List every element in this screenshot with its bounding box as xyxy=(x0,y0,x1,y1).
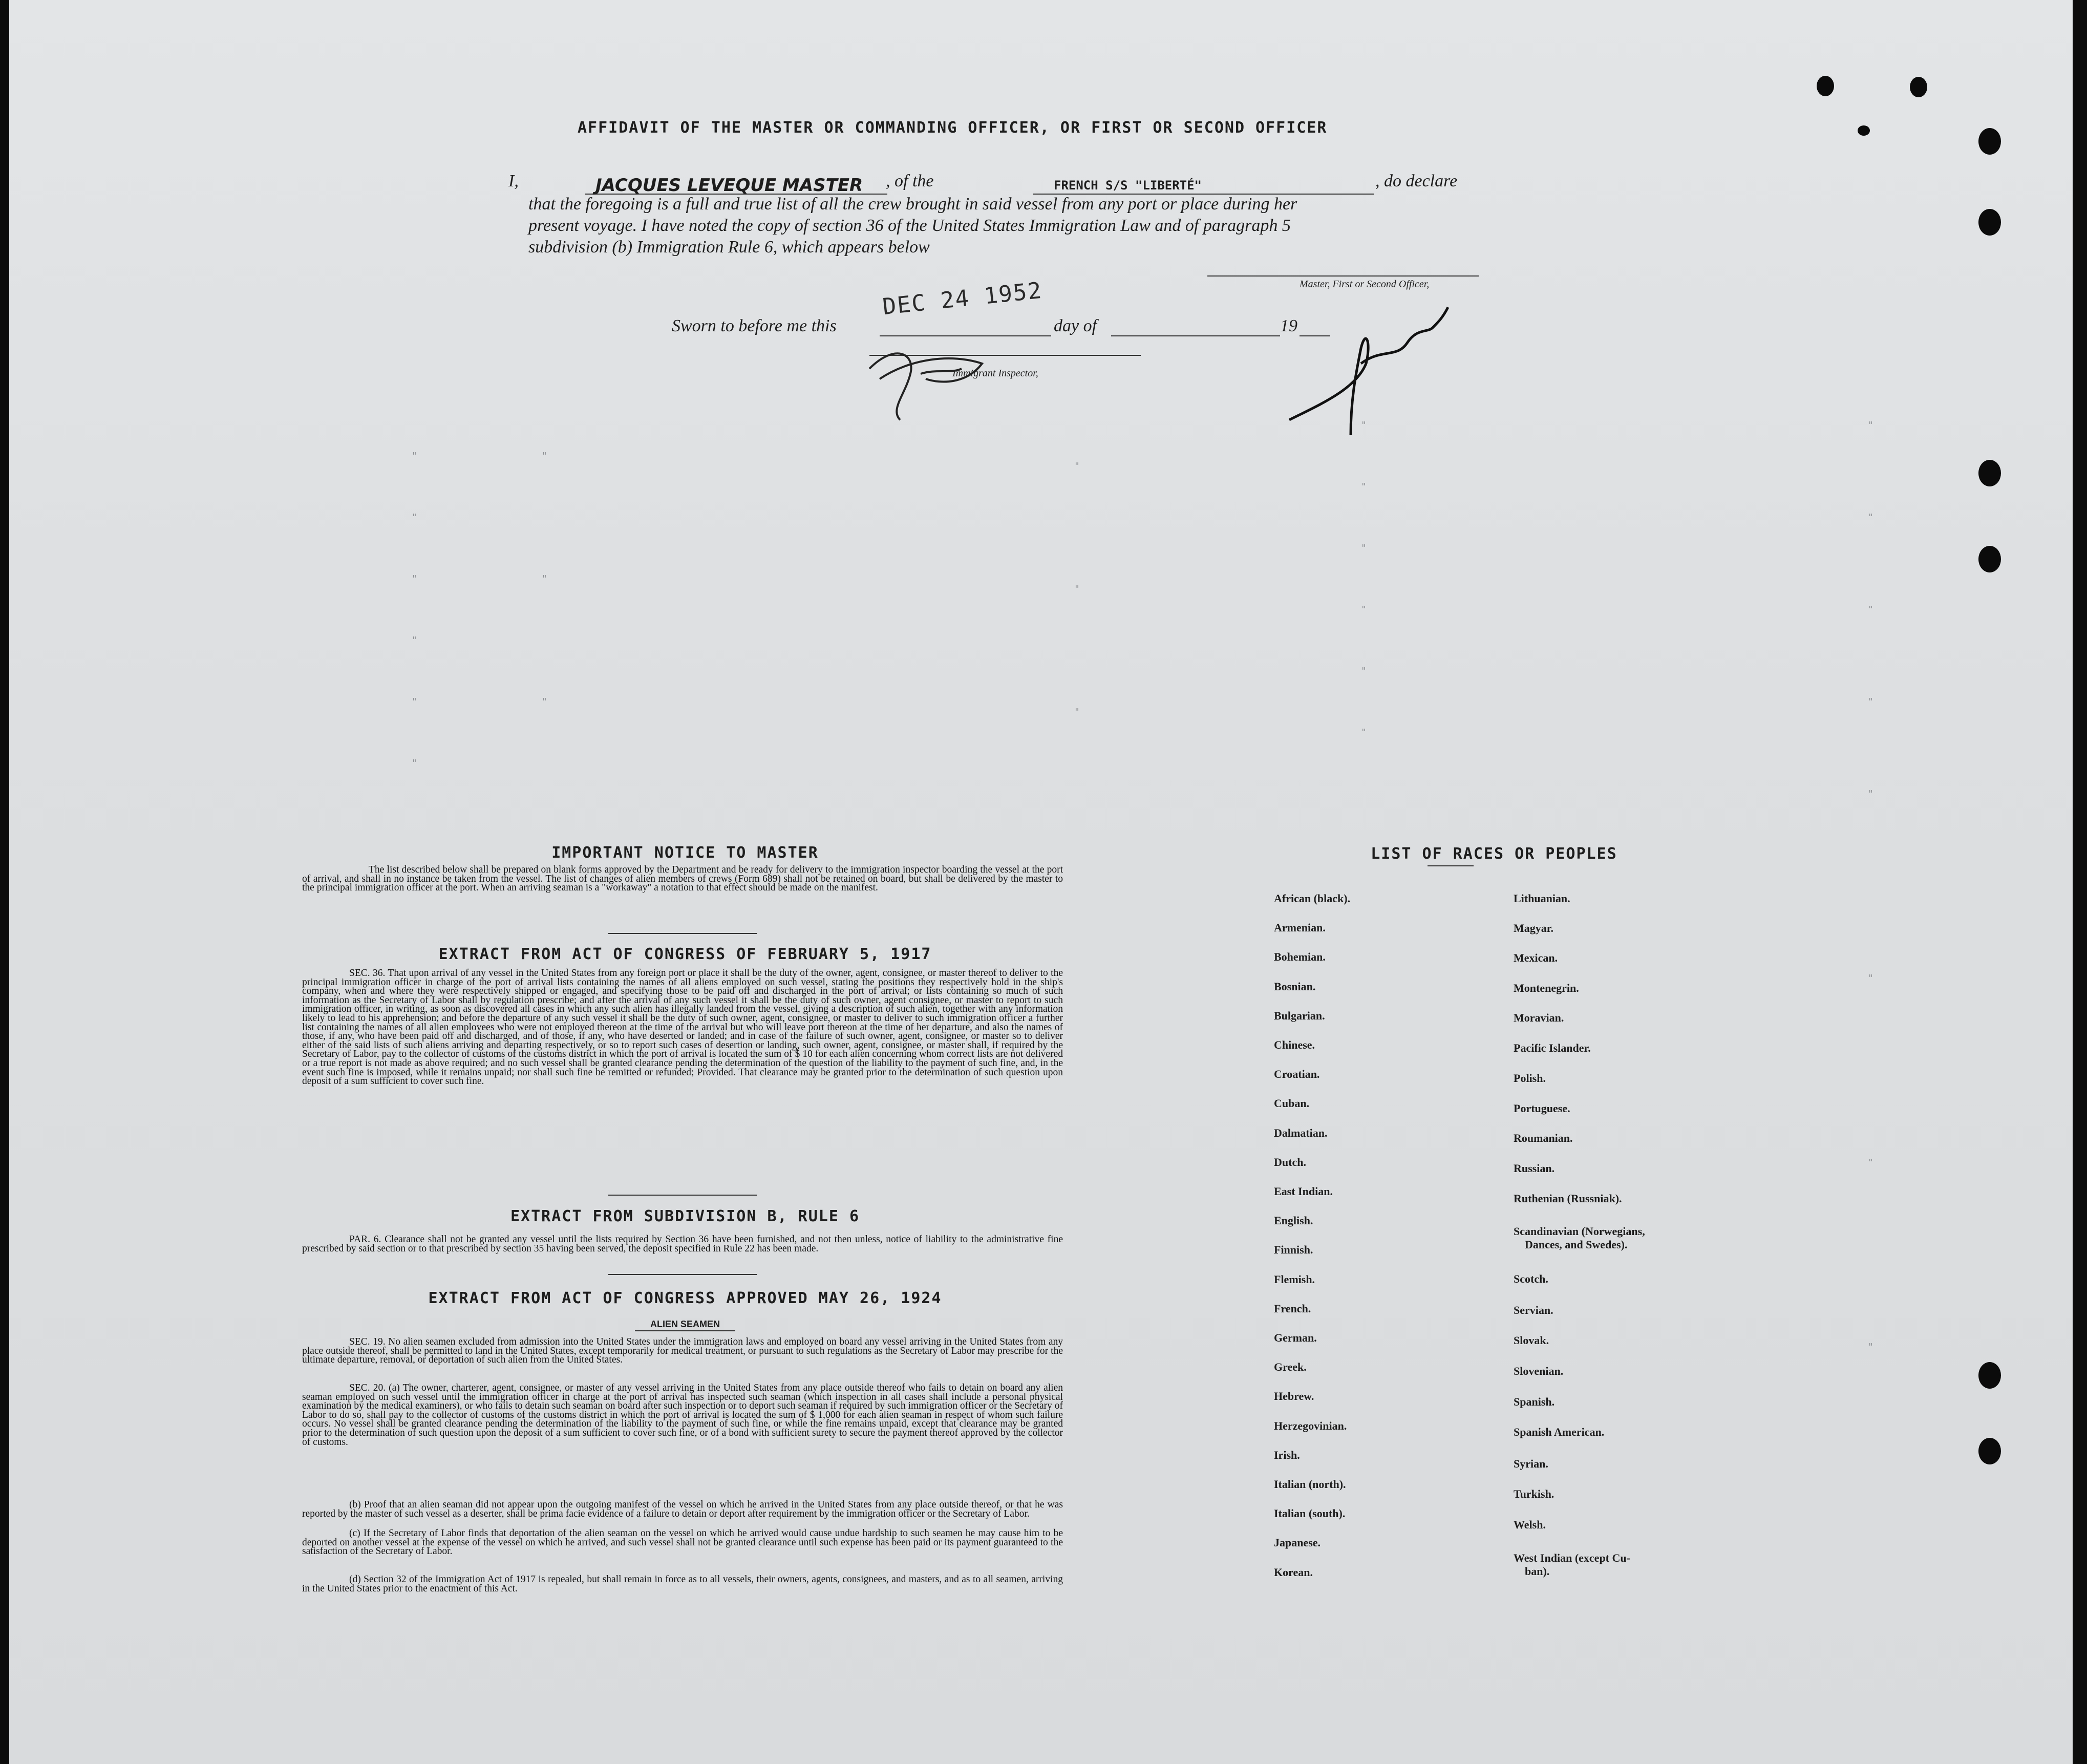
bleed-through-mark: " xyxy=(412,758,417,769)
extract-1924-title: EXTRACT FROM ACT OF CONGRESS APPROVED MAY 26, 1924 xyxy=(428,1289,942,1307)
race-item: African (black). xyxy=(1274,892,1351,905)
master-signature xyxy=(1279,287,1463,440)
alien-seamen-subtitle: ALIEN SEAMEN xyxy=(650,1319,720,1329)
race-item: Moravian. xyxy=(1514,1011,1564,1024)
bleed-through-mark: " xyxy=(542,696,547,707)
divider xyxy=(608,933,757,934)
inspector-label: Immigrant Inspector, xyxy=(952,368,1038,379)
extract-1917-title: EXTRACT FROM ACT OF CONGRESS OF FEBRUARY 5, 1917 xyxy=(438,945,932,963)
bleed-through-mark: " xyxy=(1868,1342,1873,1352)
extract-1924-p2: SEC. 20. (a) The owner, charterer, agent, consignee, or master of any vessel arriving in the United States from any place outside thereof who fails to detain on board any alien seaman employed on such vessel until the immigration officer in charge at the port of arrival has inspected such seaman (which inspection in all cases shall include a personal physical examination by the medical examiners), or who fails to detain such seaman on board after such inspection or to deport such seaman if required by such immigration officer or the Secretary of Labor to do so, shall pay to the collector of customs of the customs district in which the port of arrival is located the sum of $ 1,000 for each alien seaman in respect of whom such failure occurs. No vessel shall be granted clearance pending the determination of the liability to the payment of such fine, or while the fine remains unpaid, except that clearance may be granted prior to the determination of such question upon the deposit of a sum sufficient to cover such fine, or of a bond with sufficient surety to secure the payment thereof approved by the collector of customs. xyxy=(302,1383,1063,1448)
race-item: Hebrew. xyxy=(1274,1390,1314,1403)
race-item: Dalmatian. xyxy=(1274,1126,1328,1139)
master-signature-line xyxy=(1207,275,1479,277)
punch-hole xyxy=(1978,1438,2001,1464)
race-item: Cuban. xyxy=(1274,1097,1310,1110)
race-item: German. xyxy=(1274,1331,1317,1344)
bleed-through-mark: " xyxy=(412,451,417,461)
race-item: Dances, and Swedes). xyxy=(1525,1238,1628,1251)
bleed-through-mark: " xyxy=(412,635,417,646)
race-item: Bohemian. xyxy=(1274,950,1326,964)
bleed-through-mark: " xyxy=(542,573,547,584)
document-page xyxy=(9,0,2073,1764)
inspector-signature xyxy=(849,323,1023,425)
divider xyxy=(608,1195,757,1196)
punch-hole xyxy=(1817,76,1834,96)
race-item: Bulgarian. xyxy=(1274,1009,1325,1022)
punch-hole xyxy=(1910,77,1927,97)
race-item: Spanish American. xyxy=(1514,1426,1605,1438)
punch-hole xyxy=(1978,1362,2001,1389)
race-item: Montenegrin. xyxy=(1514,982,1579,994)
race-item: Magyar. xyxy=(1514,922,1554,934)
extract-1924-p1: SEC. 19. No alien seamen excluded from admission into the United States under the immigration laws and employed on board any vessel arriving in the United States from any place outside thereof, shall be permitted to land in the United States, except temporarily for medical treatment, or pursuant to such regulations as the Secretary of Labor may prescribe for the ultimate departure, removal, or deportation of such alien from the United States. xyxy=(302,1336,1063,1366)
punch-hole xyxy=(1858,125,1870,136)
race-item: Lithuanian. xyxy=(1514,892,1570,905)
race-item: Ruthenian (Russniak). xyxy=(1514,1192,1622,1205)
i-label: I, xyxy=(508,172,519,190)
race-item: Mexican. xyxy=(1514,951,1558,964)
race-item: ban). xyxy=(1525,1565,1550,1578)
race-item: Finnish. xyxy=(1274,1243,1313,1257)
race-item: Pacific Islander. xyxy=(1514,1042,1591,1054)
punch-hole xyxy=(1978,546,2001,572)
races-title: LIST OF RACES OR PEOPLES xyxy=(1371,845,1617,863)
bleed-through-mark: " xyxy=(1868,789,1873,799)
race-item: Chinese. xyxy=(1274,1038,1315,1051)
race-item: Slovenian. xyxy=(1514,1365,1564,1377)
extract-rule6-text: PAR. 6. Clearance shall not be granted any vessel until the lists required by Section 36 have been furnished, and not then unless, notice of liability to the administrative fine prescribed by said section or to that prescribed by section 35 having been served, the deposit specified in Rule 22 has been made. xyxy=(302,1234,1063,1254)
punch-hole xyxy=(1978,460,2001,486)
bleed-through-mark: " xyxy=(1074,461,1080,472)
race-item: Slovak. xyxy=(1514,1334,1549,1347)
bleed-through-mark: " xyxy=(542,451,547,461)
bleed-through-mark: " xyxy=(1361,420,1367,431)
bleed-through-mark: " xyxy=(1074,707,1080,717)
race-item: Portuguese. xyxy=(1514,1102,1570,1115)
master-label: Master, First or Second Officer, xyxy=(1300,279,1430,290)
races-underline xyxy=(1428,865,1474,866)
extract-1924-p3: (b) Proof that an alien seaman did not appear upon the outgoing manifest of the vessel on which he arrived in the United States from any place outside thereof, or that he was reported by the master of such vessel as a deserter, shall be prima facie evidence of a failure to detain or deport after requirement by the immigration officer or the Secretary of Labor. xyxy=(302,1499,1063,1519)
extract-1924-p5: (d) Section 32 of the Immigration Act of 1917 is repealed, but shall remain in force as to all vessels, their owners, agents, consignees, and masters, and as to all seamen, arriving in the United States prior to the enactment of this Act. xyxy=(302,1574,1063,1594)
race-item: Croatian. xyxy=(1274,1068,1320,1081)
race-item: Scotch. xyxy=(1514,1272,1548,1285)
bleed-through-mark: " xyxy=(1868,973,1873,984)
race-item: Japanese. xyxy=(1274,1536,1321,1549)
race-item: Greek. xyxy=(1274,1361,1307,1374)
affidavit-line-2: that the foregoing is a full and true list of all the crew brought in said vessel from any port or place during her xyxy=(528,195,1297,214)
divider xyxy=(608,1274,757,1275)
race-item: Servian. xyxy=(1514,1304,1553,1316)
bleed-through-mark: " xyxy=(1361,604,1367,615)
bleed-through-mark: " xyxy=(1361,727,1367,738)
affidavit-line-3: present voyage. I have noted the copy of section 36 of the United States Immigration Law and of paragraph 5 xyxy=(528,216,1291,235)
bleed-through-mark: " xyxy=(1868,1157,1873,1168)
sworn-label: Sworn to before me this xyxy=(672,316,837,335)
bleed-through-mark: " xyxy=(412,512,417,523)
bleed-through-mark: " xyxy=(1361,481,1367,492)
name-field xyxy=(585,174,887,195)
bleed-through-mark: " xyxy=(412,696,417,707)
race-item: Spanish. xyxy=(1514,1395,1555,1408)
race-item: Bosnian. xyxy=(1274,980,1316,993)
race-item: Irish. xyxy=(1274,1448,1300,1461)
bleed-through-mark: " xyxy=(1074,584,1080,594)
of-the-label: , of the xyxy=(886,172,934,190)
race-item: Scandinavian (Norwegians, xyxy=(1514,1225,1645,1238)
race-item: Italian (south). xyxy=(1274,1507,1346,1520)
race-item: Flemish. xyxy=(1274,1272,1315,1286)
race-item: Roumanian. xyxy=(1514,1132,1573,1144)
race-item: Turkish. xyxy=(1514,1487,1554,1500)
affidavit-title: AFFIDAVIT OF THE MASTER OR COMMANDING OFFICER, OR FIRST OR SECOND OFFICER xyxy=(578,119,1328,137)
vessel-field xyxy=(1033,174,1374,195)
affidavit-line-4: subdivision (b) Immigration Rule 6, which appears below xyxy=(528,238,930,257)
race-item: Russian. xyxy=(1514,1162,1555,1175)
notice-text: The list described below shall be prepared on blank forms approved by the Department and be ready for delivery to the immigration inspector boarding the vessel at the port of arrival, and shall in no instance be taken from the vessel. The list of changes of alien members of crews (Form 689) shall not be retained on board, but shall be delivered by the master to the principal immigration officer at the port. When an arriving seaman is a "workaway" a notation to that effect should be made on the manifest. xyxy=(302,864,1063,894)
date-stamp: DEC 24 1952 xyxy=(881,277,1044,321)
day-of-label: day of xyxy=(1054,316,1097,335)
do-declare-label: , do declare xyxy=(1375,172,1458,190)
bleed-through-mark: " xyxy=(412,573,417,584)
race-item: Herzegovinian. xyxy=(1274,1419,1347,1432)
race-item: Italian (north). xyxy=(1274,1478,1346,1491)
race-item: Polish. xyxy=(1514,1072,1546,1085)
race-item: French. xyxy=(1274,1302,1311,1315)
bleed-through-mark: " xyxy=(1361,543,1367,554)
punch-hole xyxy=(1978,128,2001,155)
bleed-through-mark: " xyxy=(1868,512,1873,523)
extract-1924-p4: (c) If the Secretary of Labor finds that deportation of the alien seaman on the vessel on which he arrived would cause undue hardship to such seamen he may cause him to be deported on another vessel at the expense of the vessel on which he arrived, and such vessel shall not be granted clearance until such expense has been paid or its payment guaranteed to the satisfaction of the Secretary of Labor. xyxy=(302,1528,1063,1557)
subtitle-underline xyxy=(635,1330,735,1331)
race-item: Korean. xyxy=(1274,1565,1313,1579)
bleed-through-mark: " xyxy=(1868,420,1873,431)
race-item: West Indian (except Cu- xyxy=(1514,1552,1630,1564)
notice-title: IMPORTANT NOTICE TO MASTER xyxy=(551,844,819,862)
bleed-through-mark: " xyxy=(1361,666,1367,676)
race-item: Syrian. xyxy=(1514,1457,1548,1470)
race-item: Armenian. xyxy=(1274,921,1326,934)
race-item: English. xyxy=(1274,1214,1313,1227)
handwritten-name: JACQUES LEVEQUE MASTER xyxy=(595,175,863,196)
extract-1917-text: SEC. 36. That upon arrival of any vessel in the United States from any foreign port or place it shall be the duty of the owner, agent, consignee, or master thereof to deliver to the principal immigration officer in charge of the port of arrival lists containing the names of all aliens employed on such vessel, stating the positions they respectively hold in the ship's company, when and where they were respectively shipped or engaged, and specifying those to be paid off and discharged in the port of arrival; or lists containing so much of such information as the Secretary of Labor shall by regulation prescribe; and after the arrival of any such vessel it shall be the duty of such owner, agent consignee, or master to report to such immigration officer, in writing, as soon as discovered all cases in which any such alien has illegally landed from the vessel, giving a description of such alien, together with any information likely to lead to his apprehension; and before the departure of any such vessel it shall be the duty of such owner, agent, consignee, or master to deliver to such immigration officer a further list containing the names of all alien employees who were not employed thereon at the time of the arrival but who will leave port thereon at the time of her departure, and also the names of those, if any, who have been paid off and discharged, and of those, if any, who have deserted or landed; and in case of the failure of such owner, agent, consignee, or master so to deliver either of the said lists of such aliens arriving and departing respectively, or so to report such cases of desertion or landing, such owner, agent, consignee, or master shall, if required by the Secretary of Labor, pay to the collector of customs of the customs district in which the port of arrival is located the sum of $ 10 for each alien concerning whom correct lists are not delivered or a true report is not made as above required; and no such vessel shall be granted clearance pending the determination of the question of the liability to the payment of such fine, and, in the event such fine is imposed, while it remains unpaid; nor shall such fine be remitted or refunded; Provided. That clearance may be granted prior to the determination of such question upon deposit of a sum sufficient to cover such fine. xyxy=(302,968,1063,1087)
race-item: Welsh. xyxy=(1514,1518,1546,1531)
race-item: Dutch. xyxy=(1274,1155,1306,1168)
month-field xyxy=(1111,320,1280,336)
bleed-through-mark: " xyxy=(1868,696,1873,707)
year-prefix: 19 xyxy=(1280,316,1297,335)
vessel-name: FRENCH S/S "LIBERTÉ" xyxy=(1054,178,1202,193)
bleed-through-mark: " xyxy=(1868,604,1873,615)
race-item: East Indian. xyxy=(1274,1185,1333,1198)
punch-hole xyxy=(1978,209,2001,236)
extract-rule6-title: EXTRACT FROM SUBDIVISION B, RULE 6 xyxy=(510,1207,860,1225)
